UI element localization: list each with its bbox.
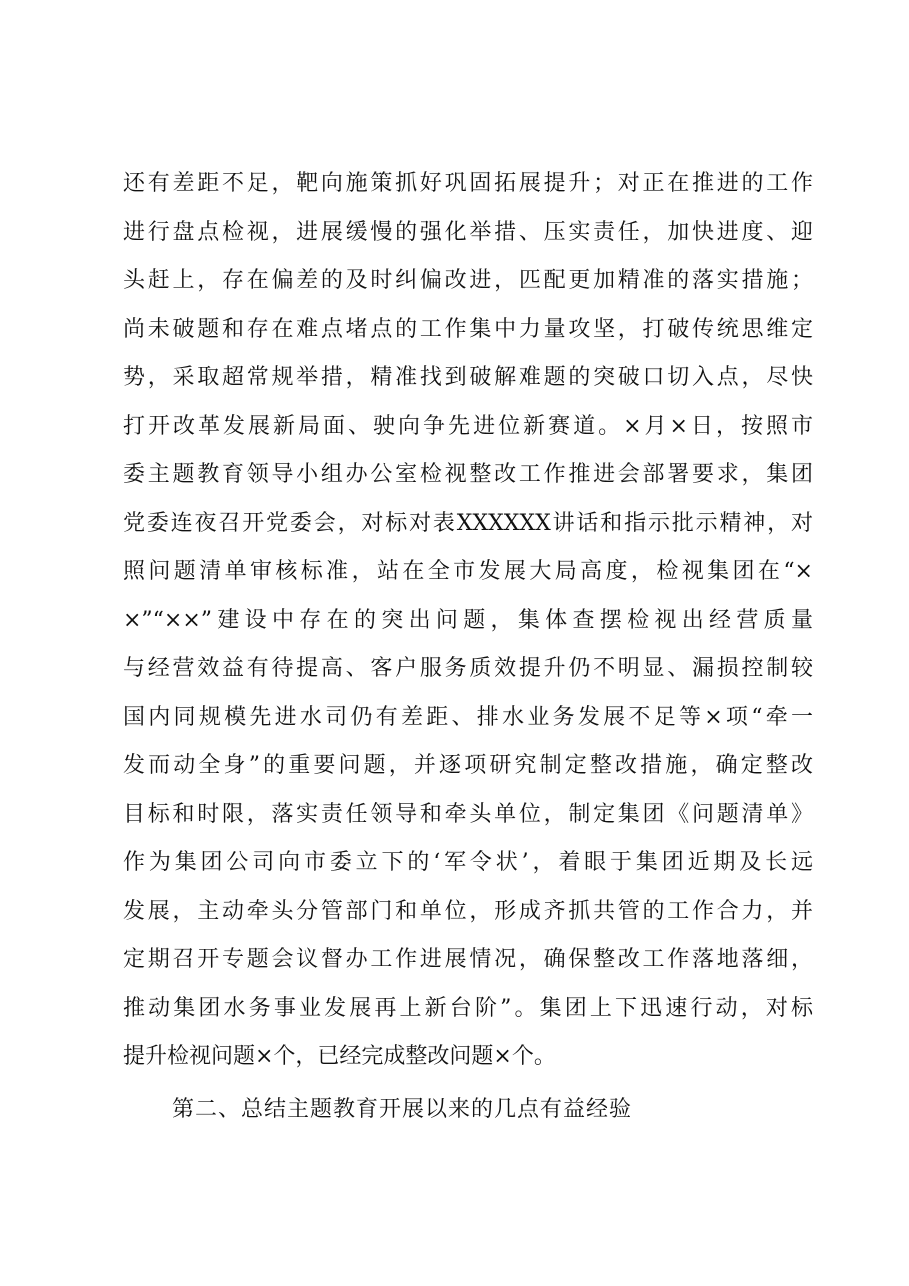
paragraph-line: 提升检视问题×个，已经完成整改问题×个。	[123, 1044, 556, 1069]
paragraph-line: 发展，主动牵头分管部门和单位，形成齐抓共管的工作合力，并	[123, 898, 813, 924]
paragraph-line: 定期召开专题会议督办工作进展情况，确保整改工作落地落细，	[123, 947, 813, 972]
paragraph-line: 照问题清单审核标准，站在全市发展大局高度，检视集团在“×	[123, 559, 813, 584]
paragraph-line: 国内同规模先进水司仍有差距、排水业务发展不足等×项“牵一	[123, 704, 813, 730]
paragraph-line: 委主题教育领导小组办公室检视整改工作推进会部署要求，集团	[123, 462, 813, 487]
paragraph-line: 头赶上，存在偏差的及时纠偏改进，匹配更加精准的落实措施；	[123, 268, 813, 293]
body-paragraph	[123, 160, 813, 1082]
paragraph-line: 作为集团公司向市委立下的‘军令状’，着眼于集团近期及长远	[123, 850, 813, 875]
paragraph-line: 尚未破题和存在难点堵点的工作集中力量攻坚，打破传统思维定	[123, 316, 813, 342]
paragraph-line: 进行盘点检视，进展缓慢的强化举措、压实责任，加快进度、迎	[123, 219, 813, 245]
section-heading: 第二、总结主题教育开展以来的几点有益经验	[172, 1097, 633, 1122]
paragraph-line: 与经营效益有待提高、客户服务质效提升仍不明显、漏损控制较	[123, 656, 813, 681]
paragraph-line: 推动集团水务事业发展再上新台阶”。集团上下迅速行动，对标	[123, 995, 813, 1021]
paragraph-line: 党委连夜召开党委会，对标对表XXXXXX讲话和指示批示精神，对	[123, 510, 813, 536]
paragraph-line: 势，采取超常规举措，精准找到破解难题的突破口切入点，尽快	[123, 365, 813, 390]
paragraph-line: 目标和时限，落实责任领导和牵头单位，制定集团《问题清单》	[123, 801, 813, 827]
paragraph-line: 还有差距不足，靶向施策抓好巩固拓展提升；对正在推进的工作	[123, 171, 813, 196]
paragraph-line: 打开改革发展新局面、驶向争先进位新赛道。×月×日，按照市	[123, 413, 813, 439]
paragraph-line: 发而动全身”的重要问题，并逐项研究制定整改措施，确定整改	[123, 753, 813, 778]
paragraph-line: ×”“××”建设中存在的突出问题，集体查摆检视出经营质量	[123, 607, 813, 633]
